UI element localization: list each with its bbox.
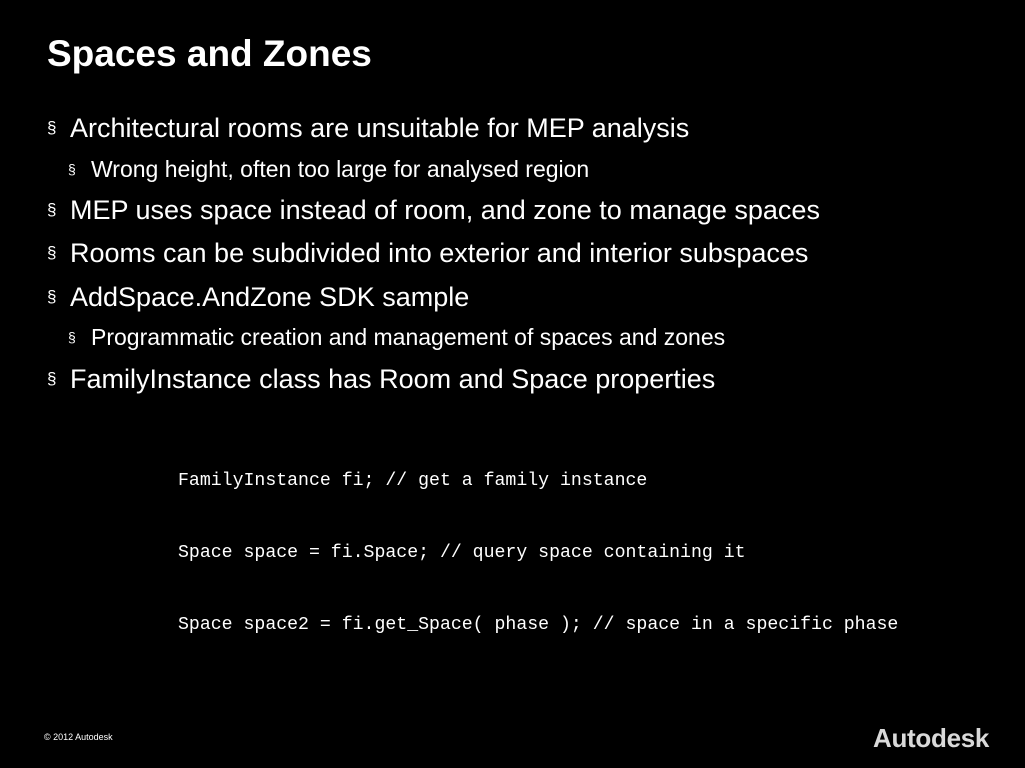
bullet-marker-icon: §	[47, 369, 57, 388]
code-line: FamilyInstance fi; // get a family instance	[178, 471, 648, 491]
bullet-marker-icon: §	[68, 161, 76, 177]
code-line: Space space2 = fi.get_Space( phase ); // space in a specific phase	[178, 615, 899, 635]
code-line: Space space = fi.Space; // query space containing it	[178, 543, 746, 563]
bullet-text: Architectural rooms are unsuitable for MEP analysis	[70, 113, 690, 143]
bullet-text: Rooms can be subdivided into exterior and interior subspaces	[70, 238, 809, 268]
copyright-notice: © 2012 Autodesk	[44, 732, 113, 742]
bullet-text: Wrong height, often too large for analysed region	[91, 156, 590, 182]
code-block	[178, 421, 898, 685]
bullet-marker-icon: §	[47, 287, 57, 306]
bullet-marker-icon: §	[68, 329, 76, 345]
bullet-marker-icon: §	[47, 118, 57, 137]
bullet-text: AddSpace.AndZone SDK sample	[70, 282, 470, 312]
slide-title: Spaces and Zones	[47, 33, 372, 74]
bullet-text: Programmatic creation and management of spaces and zones	[91, 324, 726, 350]
bullet-text: MEP uses space instead of room, and zone to manage spaces	[70, 195, 820, 225]
bullet-marker-icon: §	[47, 243, 57, 262]
autodesk-logo: Autodesk	[873, 723, 990, 753]
bullet-marker-icon: §	[47, 200, 57, 219]
bullet-text: FamilyInstance class has Room and Space properties	[70, 364, 716, 394]
